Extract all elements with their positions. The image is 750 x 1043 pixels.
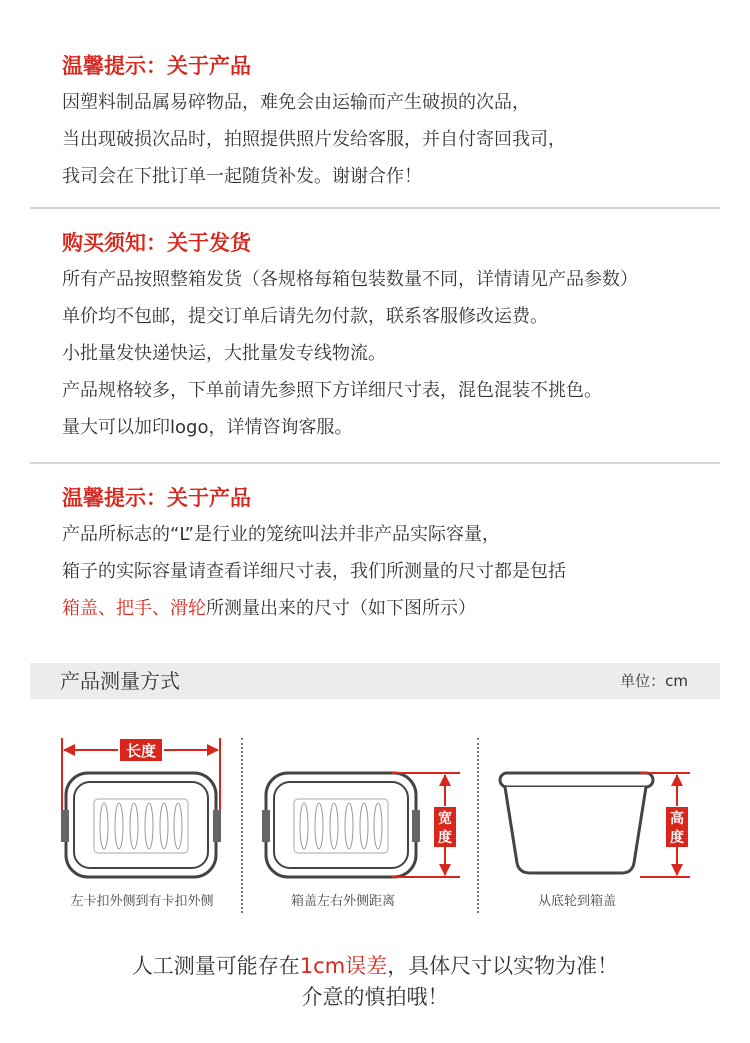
measure-header <box>30 663 720 699</box>
height-diagram <box>500 773 690 877</box>
section-title: 温馨提示：关于产品 <box>62 486 251 510</box>
highlight-text: 箱盖、把手、滑轮 <box>62 598 206 619</box>
length-label: 长度 <box>125 742 157 760</box>
length-diagram <box>61 738 221 877</box>
unit-label: 单位：cm <box>620 672 688 690</box>
svg-text:度: 度 <box>438 830 452 846</box>
footer-line-2: 介意的慎拍哦！ <box>301 985 449 1009</box>
text-line <box>62 590 720 627</box>
error-highlight: 1cm误差 <box>299 954 388 978</box>
text-line: 产品所标志的“L”是行业的笼统叫法并非产品实际容量， <box>62 524 500 545</box>
notice-capacity-section <box>62 480 720 627</box>
dotted-separator <box>241 738 243 913</box>
text-line: 我司会在下批订单一起随货补发。谢谢合作！ <box>62 166 422 187</box>
measure-title: 产品测量方式 <box>60 669 180 693</box>
text-line: 单价均不包邮，提交订单后请先勿付款，联系客服修改运费。 <box>62 306 548 327</box>
divider <box>30 207 720 209</box>
text-line: 产品规格较多，下单前请先参照下方详细尺寸表，混色混装不挑色。 <box>62 380 602 401</box>
svg-text:宽: 宽 <box>438 811 452 827</box>
text: ，具体尺寸以实物为准！ <box>387 954 619 978</box>
svg-text:度: 度 <box>670 830 684 846</box>
width-caption: 箱盖左右外侧距离 <box>290 894 395 909</box>
length-caption: 左卡扣外侧到有卡扣外侧 <box>70 894 214 909</box>
dotted-separator <box>477 738 479 913</box>
text: 所测量出来的尺寸（如下图所示） <box>206 598 476 619</box>
section-title: 温馨提示：关于产品 <box>62 54 251 78</box>
text-line: 小批量发快递快运，大批量发专线物流。 <box>62 343 386 364</box>
section-title: 购买须知：关于发货 <box>62 231 251 255</box>
footer-line-1 <box>0 950 750 980</box>
text-line: 箱子的实际容量请查看详细尺寸表，我们所测量的尺寸都是包括 <box>62 561 566 582</box>
text-line: 量大可以加印logo，详情咨询客服。 <box>62 417 353 438</box>
measure-diagrams <box>0 720 750 890</box>
text-line: 所有产品按照整箱发货（各规格每箱包装数量不同，详情请见产品参数） <box>62 269 638 290</box>
text: 人工测量可能存在 <box>131 954 300 978</box>
shipping-section <box>62 225 720 446</box>
text-line: 因塑料制品属易碎物品，难免会由运输而产生破损的次品， <box>62 92 530 113</box>
notice-product-section <box>62 48 720 195</box>
svg-text:高: 高 <box>670 811 684 827</box>
height-caption: 从底轮到箱盖 <box>537 894 616 909</box>
divider <box>30 462 720 464</box>
width-diagram <box>262 773 460 877</box>
text-line: 当出现破损次品时，拍照提供照片发给客服，并自付寄回我司， <box>62 129 566 150</box>
